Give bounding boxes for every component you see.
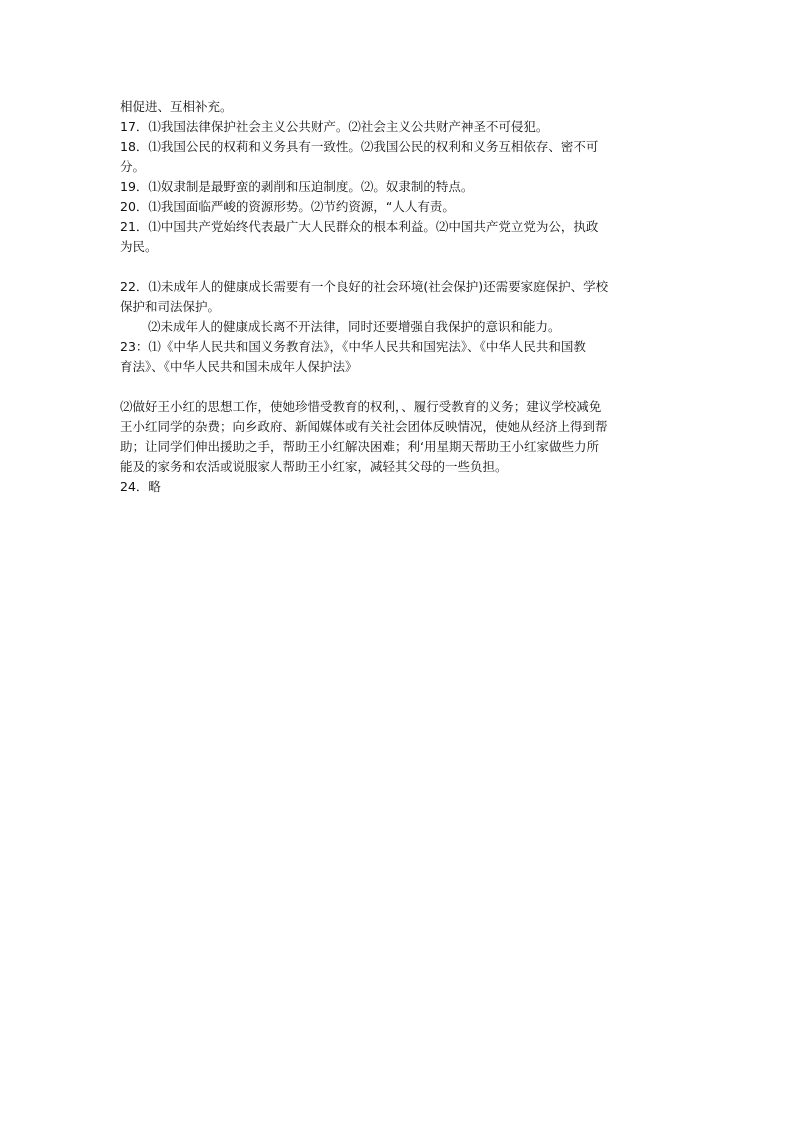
text-line-continuation-16: 相促进、互相补充。 bbox=[120, 99, 233, 114]
answer-23-part-2-line-1: ⑵做好王小红的思想工作，使她珍惜受教育的权利，、履行受教育的义务；建议学校减免 bbox=[120, 399, 602, 414]
answer-22-line-2: 保护和司法保护。 bbox=[120, 299, 221, 314]
answer-18-line-2: 分。 bbox=[120, 159, 146, 174]
answer-20: 20．⑴我国面临严峻的资源形势。⑵节约资源，“人人有责。 bbox=[120, 199, 455, 214]
answer-21-line-1: 21．⑴中国共产党始终代表最广大人民群众的根本利益。⑵中国共产党立党为公，执政 bbox=[120, 219, 599, 234]
paragraph-gap bbox=[120, 377, 680, 397]
answer-23-line-1: 23：⑴《中华人民共和国义务教育法》，《中华人民共和国宪法》、《中华人民共和国教 bbox=[120, 339, 586, 354]
answer-22-part-2: ⑵未成年人的健康成长离不开法律，同时还要增强自我保护的意识和能力。 bbox=[148, 319, 561, 334]
answer-17: 17．⑴我国法律保护社会主义公共财产。⑵社会主义公共财产神圣不可侵犯。 bbox=[120, 119, 549, 134]
answer-19: 19．⑴奴隶制是最野蛮的剥削和压迫制度。⑵。奴隶制的特点。 bbox=[120, 179, 474, 194]
answer-23-part-2-line-3: 助；让同学们伸出援助之手，帮助王小红解决困难；利‘用星期天帮助王小红家做些力所 bbox=[120, 439, 599, 454]
answer-23-line-2: 育法》、《中华人民共和国未成年人保护法》 bbox=[120, 359, 358, 374]
answer-24: 24．略 bbox=[120, 479, 161, 494]
answer-18-line-1: 18．⑴我国公民的权莉和义务具有一致性。⑵我国公民的权利和义务互相依存、密不可 bbox=[120, 139, 599, 154]
answer-22-line-1: 22．⑴未成年人的健康成长需要有一个良好的社会环境(社会保护)还需要家庭保护、学校 bbox=[120, 279, 609, 294]
answer-23-part-2-line-2: 王小红同学的杂费；向乡政府、新闻媒体或有关社会团体反映情况，使她从经济上得到帮 bbox=[120, 419, 608, 434]
paragraph-gap bbox=[120, 257, 680, 277]
answer-text-block bbox=[120, 97, 680, 497]
answer-23-part-2-line-4: 能及的家务和农活或说服家人帮助王小红家，减轻其父母的一些负担。 bbox=[120, 459, 508, 474]
answer-21-line-2: 为民。 bbox=[120, 239, 158, 254]
